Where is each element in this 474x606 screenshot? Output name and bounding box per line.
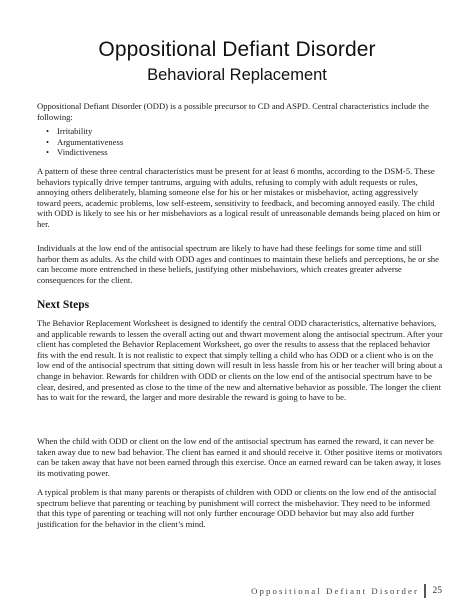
running-title: Oppositional Defiant Disorder — [251, 585, 419, 596]
list-item — [46, 147, 443, 158]
paragraph-dsm5: A pattern of these three central characteristics must be present for at least 6 months, according to the DSM-5. These behaviors typically drive temper tantrums, arguing with adults, refusing to comply with adult requests or rules, annoying others deliberately, blaming someone else for his or her mistakes or misbehavior, acting aggressively toward peers, academic problems, low self-esteem, sensitivity to feedback, and becoming annoyed easily. The child with ODD is likely to see his or her misbehaviors as a logical result of unreasonable demands being placed on him or her. — [37, 166, 441, 229]
section-heading: Next Steps — [37, 299, 90, 311]
page-footer — [251, 584, 442, 597]
paragraph-reward: When the child with ODD or client on the low end of the antisocial spectrum has earned the reward, it can never be taken away due to new bad behavior. The client has earned it and should receive it. Other positive items or motivators can be taken away that have not been earned through this exercise. Once an earned reward can be taken away, it loses its motivating power. — [37, 436, 443, 478]
page-subtitle: Behavioral Replacement — [147, 66, 327, 84]
bullet-icon: • — [46, 126, 50, 137]
intro-block — [37, 101, 443, 158]
page-title: Oppositional Defiant Disorder — [98, 38, 376, 61]
bullet-icon: • — [46, 136, 50, 147]
list-item — [46, 126, 443, 137]
paragraph-worksheet: The Behavior Replacement Worksheet is designed to identify the central ODD characteristics, alternative behaviors, and applicable rewards to lessen the overall acting out and thwart movement along the antisocial spectrum. After your client has completed the Behavior Replacement Worksheet, go over the results to assess that the replaced behavior fits with the end result. It is not realistic to expect that simply telling a child who has ODD or a client who is on the low end of the antisocial spectrum that sitting down will result in less hassle from his or her teacher will bring about a change in behavior. Rewards for children with ODD or clients on the low end of the antisocial spectrum have to be clear, desired, and presented as close to the time of the new and alternative behavior as possible. The longer the client has to wait for the reward, the larger and more desirable the reward is going to have to be. — [37, 318, 443, 403]
list-item — [46, 136, 443, 148]
page-number: 25 — [432, 585, 442, 596]
list-item-label: Vindictiveness — [57, 147, 108, 158]
footer-divider — [424, 584, 426, 598]
intro-paragraph: Oppositional Defiant Disorder (ODD) is a possible precursor to CD and ASPD. Central characteristics include the following: — [37, 101, 429, 122]
bullet-icon: • — [46, 147, 50, 158]
list-item-label: Irritability — [57, 126, 93, 137]
paragraph-spectrum: Individuals at the low end of the antisocial spectrum are likely to have had these feelings for some time and still harbor them as adults. As the child with ODD ages and continues to maintain these beliefs and perceptions, he or she can become more entrenched in these beliefs, justifying other misbehaviors, which creates greater adverse consequences for the client. — [37, 243, 439, 285]
paragraph-punishment: A typical problem is that many parents or therapists of children with ODD or clients on the low end of the antisocial spectrum believe that parenting or teaching by punishment will correct the misbehavior. They need to be informed that this type of parenting or teaching will not only further encourage ODD behavior but may also add further justification for the behavior in the client’s mind. — [37, 487, 437, 529]
characteristics-list — [37, 126, 443, 158]
list-item-label: Argumentativeness — [57, 136, 124, 147]
